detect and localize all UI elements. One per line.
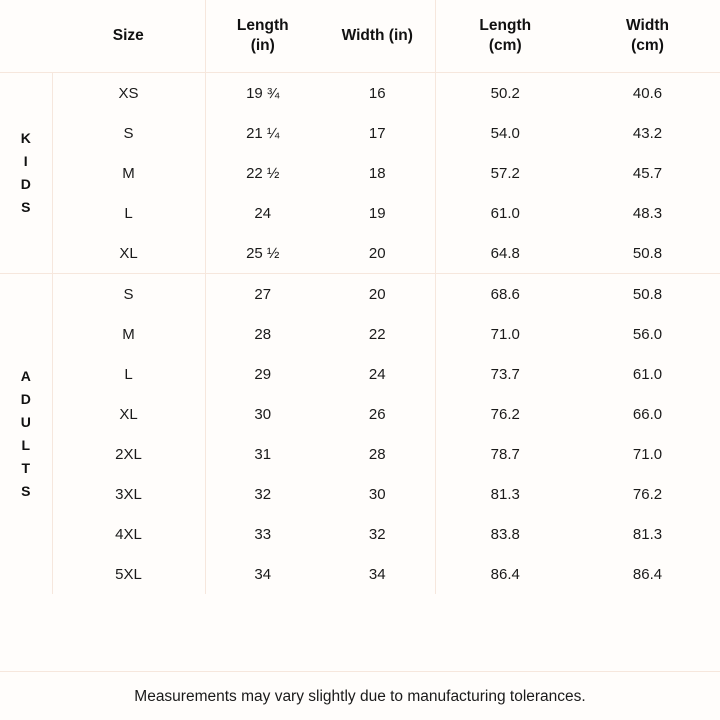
column-header-length-in <box>205 0 320 73</box>
table-row <box>0 233 720 274</box>
cell-size: M <box>52 314 205 354</box>
table-header <box>0 0 720 73</box>
column-header-length-cm-line1: Length <box>479 17 532 34</box>
cell-width-cm: 50.8 <box>575 274 720 315</box>
cell-width-in: 34 <box>320 554 435 594</box>
cell-size: S <box>52 113 205 153</box>
cell-size: L <box>52 354 205 394</box>
cell-length-in: 31 <box>254 445 272 463</box>
cell-length-cm: 57.2 <box>490 164 520 182</box>
cell-width-cm: 56.0 <box>632 325 663 343</box>
cell-size: 3XL <box>52 474 205 514</box>
cell-width-in: 16 <box>320 73 435 114</box>
group-label-letter: K <box>20 130 31 147</box>
cell-size: L <box>52 193 205 233</box>
column-header-group <box>0 0 52 73</box>
group-label-letter: D <box>20 176 31 193</box>
table-body <box>0 73 720 595</box>
column-header-length-cm <box>435 0 575 73</box>
cell-width-cm: 50.8 <box>632 244 663 262</box>
cell-length-in: 30 <box>254 405 272 423</box>
cell-size: 4XL <box>52 514 205 554</box>
group-label-letter: I <box>23 153 28 170</box>
cell-width-in: 19 <box>320 193 435 233</box>
cell-width-in: 32 <box>320 514 435 554</box>
cell-length-cm: 61.0 <box>490 204 520 222</box>
table-row <box>0 434 720 474</box>
cell-size: XS <box>52 73 205 114</box>
footnote: Measurements may vary slightly due to manufacturing tolerances. <box>0 671 720 706</box>
column-header-length-cm-line2: (cm) <box>488 37 522 55</box>
cell-width-cm: 66.0 <box>632 405 663 423</box>
cell-width-in: 20 <box>320 274 435 315</box>
cell-width-cm: 81.3 <box>632 525 663 543</box>
cell-length-cm: 73.7 <box>490 365 520 383</box>
group-label-letter: A <box>20 368 31 384</box>
cell-length-cm: 86.4 <box>490 565 520 583</box>
column-header-width-cm-line2: (cm) <box>631 37 664 55</box>
cell-width-in: 20 <box>320 233 435 274</box>
cell-width-cm: 40.6 <box>575 73 720 114</box>
group-label-letter: L <box>21 437 31 454</box>
cell-size: S <box>52 274 205 315</box>
cell-width-in: 28 <box>320 434 435 474</box>
column-header-length-in-line1: Length <box>236 17 289 34</box>
cell-width-in: 26 <box>320 394 435 434</box>
table-row <box>0 73 720 114</box>
cell-width-cm: 43.2 <box>632 124 663 142</box>
cell-length-cm: 64.8 <box>490 244 520 262</box>
cell-size: XL <box>52 394 205 434</box>
table-row <box>0 394 720 434</box>
group-label-letter: S <box>21 483 31 500</box>
cell-width-cm: 86.4 <box>632 565 663 583</box>
cell-width-cm: 76.2 <box>632 485 663 503</box>
cell-length-in: 25 ½ <box>246 244 280 262</box>
cell-width-cm: 61.0 <box>632 365 663 383</box>
cell-size: 5XL <box>52 554 205 594</box>
column-header-length-in-line2: (in) <box>250 37 275 55</box>
group-label-letter: D <box>20 391 31 408</box>
table-row <box>0 554 720 594</box>
cell-width-in: 22 <box>320 314 435 354</box>
cell-size: 2XL <box>52 434 205 474</box>
cell-length-cm: 78.7 <box>490 445 520 463</box>
cell-width-cm: 45.7 <box>632 164 663 182</box>
group-label-letter: U <box>20 414 31 431</box>
cell-width-in: 17 <box>320 113 435 153</box>
cell-size: M <box>52 153 205 193</box>
cell-length-in: 28 <box>254 325 272 343</box>
column-header-width-in-line1: Width (in) <box>341 27 413 45</box>
table-row <box>0 193 720 233</box>
cell-width-in: 30 <box>320 474 435 514</box>
cell-length-in: 29 <box>254 365 272 383</box>
cell-length-cm: 76.2 <box>490 405 520 423</box>
group-label-letter: T <box>21 460 31 477</box>
cell-length-in: 27 <box>205 274 320 315</box>
cell-length-cm: 50.2 <box>435 73 575 114</box>
column-header-width-cm <box>575 0 720 73</box>
table-row <box>0 274 720 315</box>
group-label-adults <box>0 274 52 595</box>
cell-length-cm: 83.8 <box>490 525 520 543</box>
cell-length-cm: 71.0 <box>490 325 520 343</box>
table-row <box>0 474 720 514</box>
cell-width-cm: 71.0 <box>632 445 663 463</box>
cell-width-in: 18 <box>320 153 435 193</box>
cell-width-cm: 48.3 <box>632 204 663 222</box>
group-label-letter: S <box>21 199 31 216</box>
table-row <box>0 153 720 193</box>
cell-length-in: 32 <box>254 485 272 503</box>
cell-length-in: 34 <box>254 565 272 583</box>
table-row <box>0 113 720 153</box>
cell-length-cm: 54.0 <box>490 124 520 142</box>
column-header-size: Size <box>52 0 205 73</box>
cell-size: XL <box>52 233 205 274</box>
cell-length-in: 24 <box>254 204 272 222</box>
cell-length-in: 33 <box>254 525 272 543</box>
cell-length-in: 21 ¼ <box>246 124 280 142</box>
table-row <box>0 354 720 394</box>
table-row <box>0 314 720 354</box>
column-header-width-cm-line1: Width <box>626 17 669 34</box>
group-label-kids <box>0 73 52 274</box>
cell-length-in: 19 ¾ <box>205 73 320 114</box>
column-header-width-in <box>320 0 435 73</box>
cell-length-in: 22 ½ <box>246 164 280 182</box>
cell-length-cm: 68.6 <box>435 274 575 315</box>
cell-width-in: 24 <box>320 354 435 394</box>
cell-length-cm: 81.3 <box>490 485 520 503</box>
table-row <box>0 514 720 554</box>
